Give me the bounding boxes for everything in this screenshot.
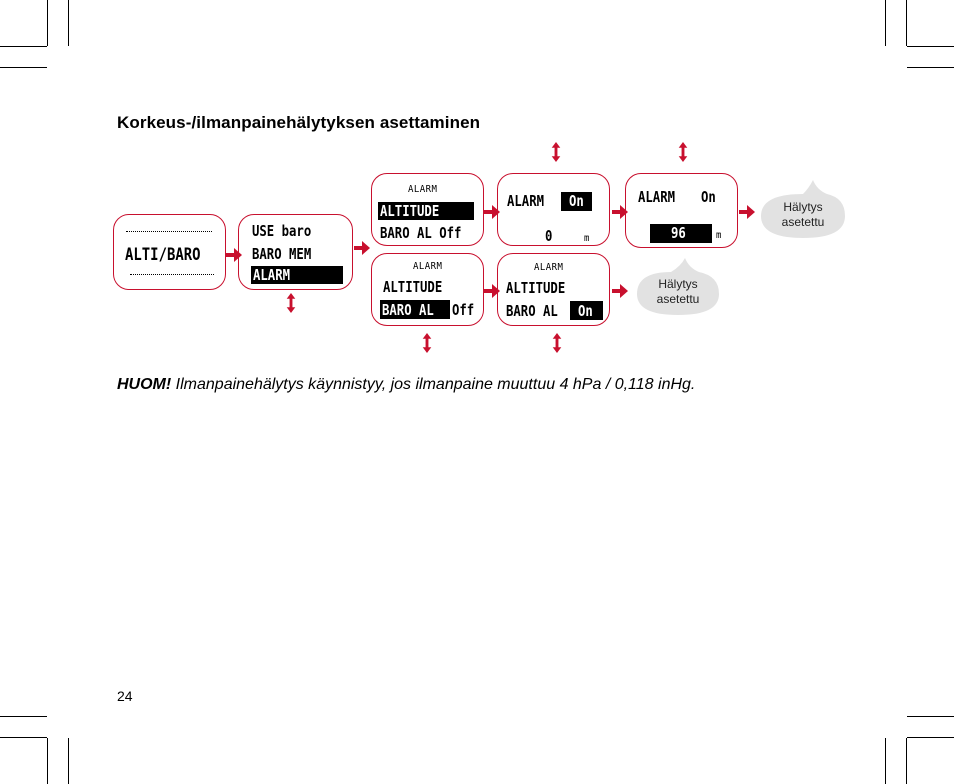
arrow-right-icon	[226, 248, 242, 262]
lcd-line: BARO AL Off	[380, 224, 462, 242]
screen-alarm-baro-selected	[371, 253, 484, 326]
crop-mark	[885, 0, 886, 46]
arrow-up-down-icon	[285, 293, 297, 313]
crop-mark	[47, 0, 48, 46]
note-label: HUOM!	[117, 376, 172, 393]
bubble-line: Hälytys	[658, 277, 698, 291]
lcd-header: ALARM	[408, 184, 438, 195]
screen-alarm-baro-on	[497, 253, 610, 326]
dotted-line	[126, 231, 212, 232]
page-number: 24	[117, 688, 133, 704]
arrow-up-down-icon	[421, 333, 433, 353]
lcd-line: ALARM	[638, 188, 676, 206]
arrow-up-down-icon	[677, 142, 689, 162]
lcd-line: BARO AL	[506, 302, 558, 320]
screen-menu	[238, 214, 353, 290]
screen-alti-baro	[113, 214, 226, 290]
arrow-up-down-icon	[550, 142, 562, 162]
dotted-line	[130, 274, 214, 275]
screen-alarm-on-zero	[497, 173, 610, 246]
bubble-line: asetettu	[656, 292, 700, 306]
lcd-line: ALTI/BARO	[125, 245, 201, 265]
lcd-line-selected: ALARM	[253, 266, 291, 284]
note-body: Ilmanpainehälytys käynnistyy, jos ilmanpaine muuttuu 4 hPa / 0,118 inHg.	[171, 376, 696, 393]
callout-bubble	[761, 180, 845, 238]
lcd-line-selected: On	[578, 302, 593, 320]
lcd-line-selected: 96	[671, 224, 686, 242]
lcd-line: On	[701, 188, 716, 206]
lcd-line-selected: ALTITUDE	[380, 202, 440, 220]
crop-mark	[906, 738, 907, 784]
arrow-up-down-icon	[551, 333, 563, 353]
crop-mark	[0, 67, 47, 68]
arrow-right-icon	[484, 284, 500, 298]
crop-mark	[907, 46, 954, 47]
screen-alarm-altitude-selected	[371, 173, 484, 246]
screen-alarm-on-value	[625, 173, 738, 248]
arrow-right-icon	[612, 205, 628, 219]
crop-mark	[47, 738, 48, 784]
lcd-line: BARO MEM	[252, 245, 312, 263]
crop-mark	[68, 0, 69, 46]
lcd-line: ALTITUDE	[383, 278, 443, 296]
callout-bubble	[637, 258, 719, 315]
note-text	[117, 376, 695, 394]
crop-mark	[907, 716, 954, 717]
arrow-right-icon	[739, 205, 755, 219]
lcd-line: Off	[452, 301, 475, 319]
crop-mark	[0, 737, 47, 738]
bubble-text	[761, 200, 845, 230]
arrow-right-icon	[484, 205, 500, 219]
bubble-line: Hälytys	[783, 200, 823, 214]
arrow-right-icon	[354, 241, 370, 255]
lcd-line: ALTITUDE	[506, 279, 566, 297]
lcd-unit: m	[716, 230, 722, 241]
lcd-line-selected: On	[569, 192, 584, 210]
crop-mark	[885, 738, 886, 784]
lcd-unit: m	[584, 233, 590, 244]
lcd-line-selected: BARO AL	[382, 301, 434, 319]
crop-mark	[68, 738, 69, 784]
bubble-text	[637, 277, 719, 307]
crop-mark	[907, 737, 954, 738]
lcd-line: USE baro	[252, 222, 312, 240]
crop-mark	[907, 67, 954, 68]
bubble-line: asetettu	[781, 215, 825, 229]
lcd-value: 0	[545, 227, 553, 245]
lcd-header: ALARM	[534, 262, 564, 273]
arrow-right-icon	[612, 284, 628, 298]
crop-mark	[0, 46, 47, 47]
crop-mark	[0, 716, 47, 717]
lcd-line: ALARM	[507, 192, 545, 210]
lcd-header: ALARM	[413, 261, 443, 272]
page-title: Korkeus-/ilmanpainehälytyksen asettaminen	[117, 113, 481, 132]
crop-mark	[906, 0, 907, 46]
